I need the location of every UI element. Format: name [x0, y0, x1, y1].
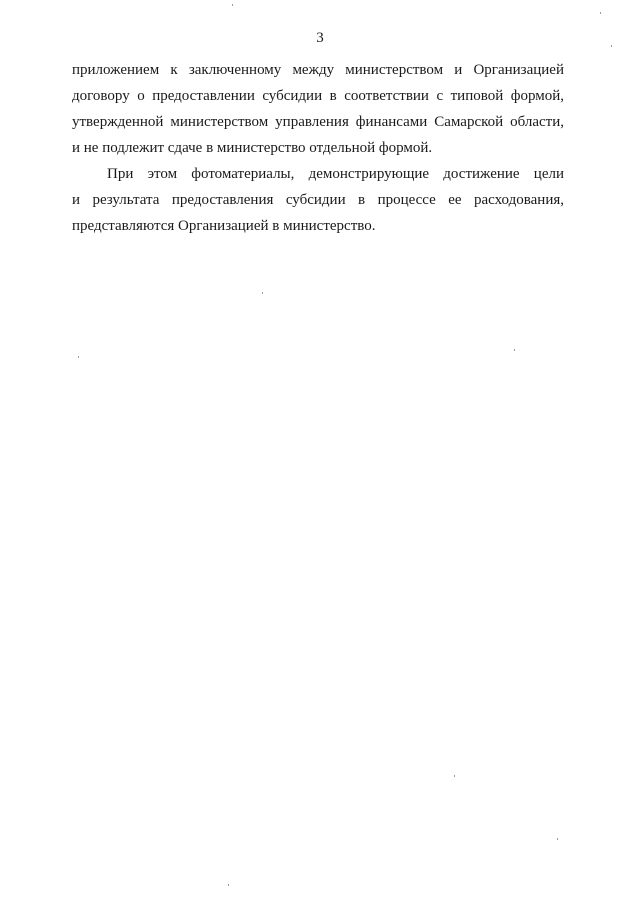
paragraph-1 [72, 57, 564, 161]
text-line: и результата предоставления субсидии в процессе ее расходования, [72, 192, 564, 208]
paragraph-2 [72, 161, 564, 239]
scan-speck [228, 884, 229, 886]
text-line: представляются Организацией в министерство. [72, 218, 376, 234]
scan-speck [454, 775, 455, 777]
scan-speck [262, 292, 263, 294]
scan-speck [600, 12, 601, 14]
text-line: договору о предоставлении субсидии в соответствии с типовой формой, [72, 88, 564, 104]
scan-speck [611, 45, 612, 47]
scan-speck [514, 349, 515, 351]
text-line: утвержденной министерством управления финансами Самарской области, [72, 114, 564, 130]
text-line: приложением к заключенному между министерством и Организацией [72, 62, 564, 78]
text-line: При этом фотоматериалы, демонстрирующие достижение цели [107, 166, 564, 182]
scan-speck [232, 4, 233, 6]
scan-speck [78, 356, 79, 358]
document-body [72, 57, 564, 239]
text-line: и не подлежит сдаче в министерство отдельной формой. [72, 140, 433, 156]
scan-speck [557, 838, 558, 840]
page-number: 3 [316, 30, 324, 46]
